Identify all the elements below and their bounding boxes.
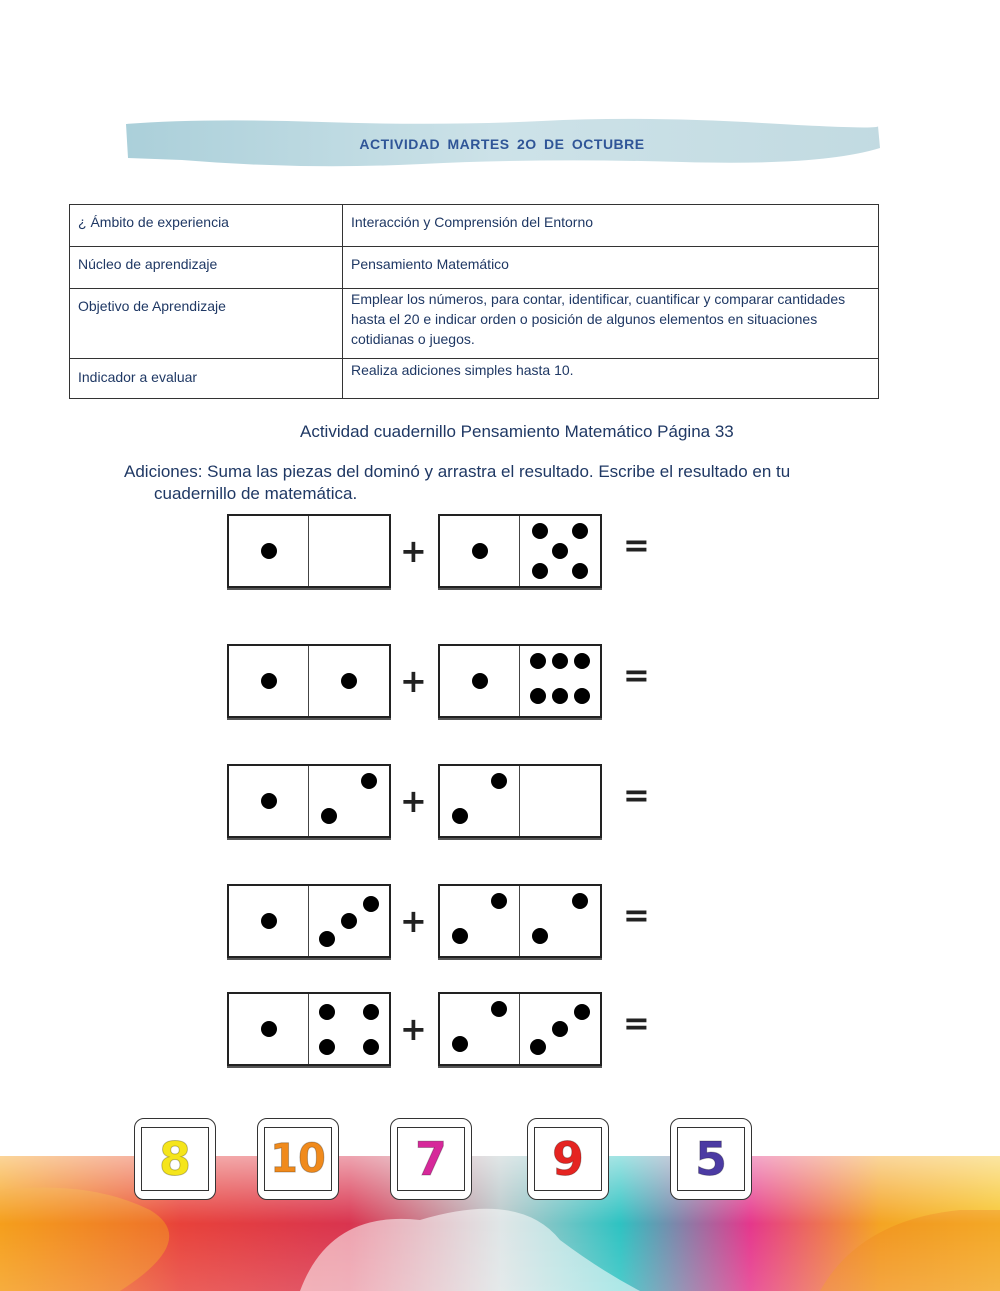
answer-tile-8[interactable] — [134, 1118, 216, 1200]
table-key: Objetivo de Aprendizaje — [70, 289, 343, 359]
domino-pip — [530, 1039, 546, 1055]
domino-pip — [572, 563, 588, 579]
domino-pip — [532, 563, 548, 579]
domino-pip — [261, 793, 277, 809]
domino-right-half — [309, 646, 389, 716]
table-row — [70, 359, 879, 399]
domino-right-half — [520, 994, 600, 1064]
domino-left-half — [229, 646, 309, 716]
domino-pip — [452, 928, 468, 944]
domino-pip — [572, 893, 588, 909]
domino-pip — [491, 893, 507, 909]
domino-pip — [574, 653, 590, 669]
domino-pip — [572, 523, 588, 539]
domino-pip — [261, 673, 277, 689]
domino-pip — [574, 1004, 590, 1020]
domino-left-half — [440, 994, 520, 1064]
domino-right-half — [309, 886, 389, 956]
domino-tile — [227, 764, 391, 838]
domino-pip — [319, 1039, 335, 1055]
equals-sign: = — [623, 776, 650, 814]
domino-pip — [341, 913, 357, 929]
domino-left-half — [229, 766, 309, 836]
domino-right-half — [520, 646, 600, 716]
domino-tile — [227, 644, 391, 718]
domino-right-half — [309, 766, 389, 836]
info-table — [69, 204, 879, 399]
table-key: ¿ Ámbito de experiencia — [70, 205, 343, 247]
plus-sign: + — [400, 902, 427, 940]
answer-tile-9[interactable] — [527, 1118, 609, 1200]
table-key: Núcleo de aprendizaje — [70, 247, 343, 289]
domino-right-half — [520, 766, 600, 836]
instructions-line-1: Adiciones: Suma las piezas del dominó y arrastra el resultado. Escribe el resultado en tu — [124, 462, 791, 481]
domino-pip — [552, 543, 568, 559]
domino-pip — [552, 688, 568, 704]
domino-pip — [530, 688, 546, 704]
plus-sign: + — [400, 782, 427, 820]
answer-tile-10[interactable] — [257, 1118, 339, 1200]
equals-sign: = — [623, 1004, 650, 1042]
domino-tile — [438, 992, 602, 1066]
domino-left-half — [229, 516, 309, 586]
domino-left-half — [229, 886, 309, 956]
table-key: Indicador a evaluar — [70, 359, 343, 399]
answer-number: 8 — [141, 1127, 209, 1191]
answer-number: 7 — [397, 1127, 465, 1191]
domino-pip — [472, 543, 488, 559]
domino-left-half — [440, 516, 520, 586]
domino-tile — [227, 992, 391, 1066]
domino-right-half — [309, 994, 389, 1064]
domino-tile — [438, 644, 602, 718]
answer-tile-7[interactable] — [390, 1118, 472, 1200]
domino-pip — [452, 808, 468, 824]
answer-number: 9 — [534, 1127, 602, 1191]
plus-sign: + — [400, 662, 427, 700]
domino-pip — [491, 773, 507, 789]
domino-pip — [574, 688, 590, 704]
table-value: Interacción y Comprensión del Entorno — [343, 205, 879, 247]
domino-tile — [227, 514, 391, 588]
domino-pip — [552, 653, 568, 669]
table-value: Realiza adiciones simples hasta 10. — [343, 359, 879, 399]
domino-pip — [319, 1004, 335, 1020]
instructions-line-2: cuadernillo de matemática. — [154, 484, 358, 503]
table-value: Emplear los números, para contar, identificar, cuantificar y comparar cantidades hasta el 20 e indicar orden o posición de algunos elementos en situaciones cotidianas o juegos. — [343, 289, 879, 359]
domino-pip — [363, 896, 379, 912]
activity-subtitle: Actividad cuadernillo Pensamiento Matemático Página 33 — [300, 422, 734, 441]
page-title: ACTIVIDAD MARTES 2O DE OCTUBRE — [359, 136, 645, 152]
domino-pip — [532, 928, 548, 944]
domino-pip — [491, 1001, 507, 1017]
equals-sign: = — [623, 896, 650, 934]
domino-tile — [438, 514, 602, 588]
domino-right-half — [520, 516, 600, 586]
domino-pip — [319, 931, 335, 947]
plus-sign: + — [400, 1010, 427, 1048]
domino-left-half — [229, 994, 309, 1064]
plus-sign: + — [400, 532, 427, 570]
domino-left-half — [440, 646, 520, 716]
domino-right-half — [309, 516, 389, 586]
domino-pip — [530, 653, 546, 669]
domino-left-half — [440, 886, 520, 956]
domino-pip — [532, 523, 548, 539]
domino-pip — [361, 773, 377, 789]
equals-sign: = — [623, 526, 650, 564]
domino-pip — [363, 1004, 379, 1020]
domino-left-half — [440, 766, 520, 836]
domino-tile — [438, 764, 602, 838]
equals-sign: = — [623, 656, 650, 694]
domino-tile — [227, 884, 391, 958]
table-value: Pensamiento Matemático — [343, 247, 879, 289]
domino-pip — [321, 808, 337, 824]
domino-pip — [552, 1021, 568, 1037]
table-row — [70, 289, 879, 359]
domino-pip — [341, 673, 357, 689]
domino-pip — [452, 1036, 468, 1052]
answer-number: 5 — [677, 1127, 745, 1191]
domino-pip — [261, 543, 277, 559]
domino-pip — [363, 1039, 379, 1055]
domino-right-half — [520, 886, 600, 956]
table-row — [70, 205, 879, 247]
domino-pip — [261, 913, 277, 929]
domino-pip — [261, 1021, 277, 1037]
domino-tile — [438, 884, 602, 958]
answer-tile-5[interactable] — [670, 1118, 752, 1200]
table-row — [70, 247, 879, 289]
answer-number: 10 — [264, 1127, 332, 1191]
domino-pip — [472, 673, 488, 689]
